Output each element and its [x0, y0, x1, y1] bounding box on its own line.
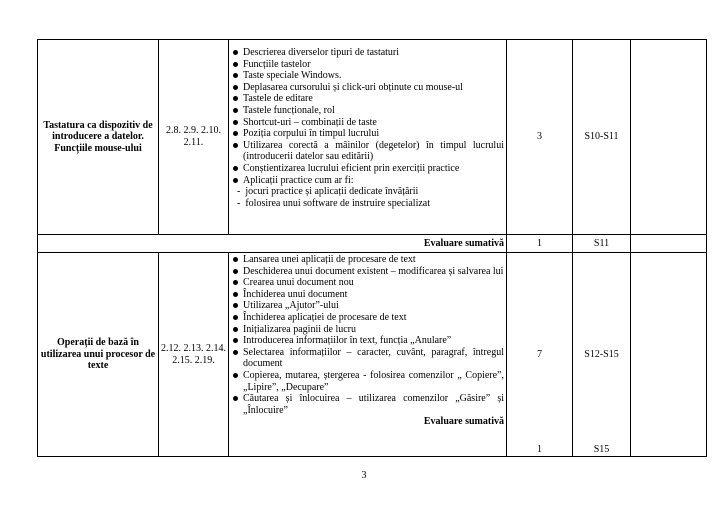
content-list	[229, 254, 504, 416]
weeks-cell: S10-S11	[573, 40, 631, 235]
summative-hours: 1	[537, 444, 542, 456]
notes-cell	[631, 40, 707, 235]
content-cell	[229, 253, 507, 457]
list-subitem: - jocuri practice și aplicații dedicate învățării	[237, 186, 419, 198]
list-item: Deschiderea unui document existent – modificarea și salvarea lui	[229, 266, 504, 278]
table-row	[38, 235, 707, 253]
list-item: Tastele funcționale, rol	[229, 105, 504, 117]
list-item: Aplicații practice cum ar fi:	[229, 175, 504, 187]
competences-cell: 2.8. 2.9. 2.10. 2.11.	[159, 40, 229, 235]
list-item: Tastele de editare	[229, 93, 504, 105]
weeks-cell	[573, 253, 631, 457]
summative-weeks: S15	[593, 444, 610, 456]
list-item: Inițializarea paginii de lucru	[229, 324, 504, 336]
list-item: Căutarea și înlocuirea – utilizarea comenzilor „Găsire” și „Înlocuire”	[229, 393, 504, 416]
list-subitem: - folosirea unui software de instruire specializat	[237, 197, 430, 209]
summative-label: Evaluare sumativă	[423, 416, 504, 428]
list-item: Selectarea informațiilor – caracter, cuvânt, paragraf, întregul document	[229, 347, 504, 370]
list-item: Taste speciale Windows.	[229, 70, 504, 82]
summative-label: Evaluare sumativă	[38, 235, 507, 253]
subitem-text: jocuri practice și aplicații dedicate învățării	[245, 186, 419, 198]
list-item: Crearea unui document nou	[229, 277, 504, 289]
hours-cell	[507, 253, 573, 457]
notes-cell	[631, 235, 707, 253]
list-item: Deplasarea cursorului și click-uri obținute cu mouse-ul	[229, 82, 504, 94]
hours-cell: 3	[507, 40, 573, 235]
weeks-value: S12-S15	[584, 348, 619, 360]
list-item: Închiderea unui document	[229, 289, 504, 301]
weeks-cell: S11	[573, 235, 631, 253]
topic-cell: Tastatura ca dispozitiv de introducere a datelor. Funcțiile mouse-ului	[38, 40, 159, 235]
table-row	[38, 40, 707, 235]
topic-cell: Operații de bază în utilizarea unui procesor de texte	[38, 253, 159, 457]
list-item: Conștientizarea lucrului eficient prin exerciții practice	[229, 163, 504, 175]
list-item: Introducerea informațiilor în text, funcția „Anulare”	[229, 335, 504, 347]
list-item: Închiderea aplicației de procesare de text	[229, 312, 504, 324]
curriculum-table	[37, 39, 707, 457]
notes-cell	[631, 253, 707, 457]
list-item: Funcțiile tastelor	[229, 59, 504, 71]
table-row	[38, 253, 707, 457]
hours-cell: 1	[507, 235, 573, 253]
list-item: Utilizarea „Ajutor”-ului	[229, 300, 504, 312]
list-item: Copierea, mutarea, ștergerea - folosirea comenzilor „ Copiere”, „Lipire”, „Decupare”	[229, 370, 504, 393]
subitem-text: folosirea unui software de instruire specializat	[245, 197, 430, 209]
competences-cell: 2.12. 2.13. 2.14. 2.15. 2.19.	[159, 253, 229, 457]
page-number: 3	[361, 470, 367, 481]
hours-value: 7	[537, 348, 542, 360]
list-item: Utilizarea corectă a mâinilor (degetelor) în timpul lucrului (introducerii datelor sau editării)	[229, 140, 504, 163]
list-item: Shortcut-uri – combinații de taste	[229, 117, 504, 129]
content-cell	[229, 40, 507, 235]
list-item: Descrierea diverselor tipuri de tastaturi	[229, 47, 504, 59]
list-item: Lansarea unei aplicații de procesare de text	[229, 254, 504, 266]
list-item: Poziția corpului în timpul lucrului	[229, 128, 504, 140]
content-list	[229, 41, 504, 209]
